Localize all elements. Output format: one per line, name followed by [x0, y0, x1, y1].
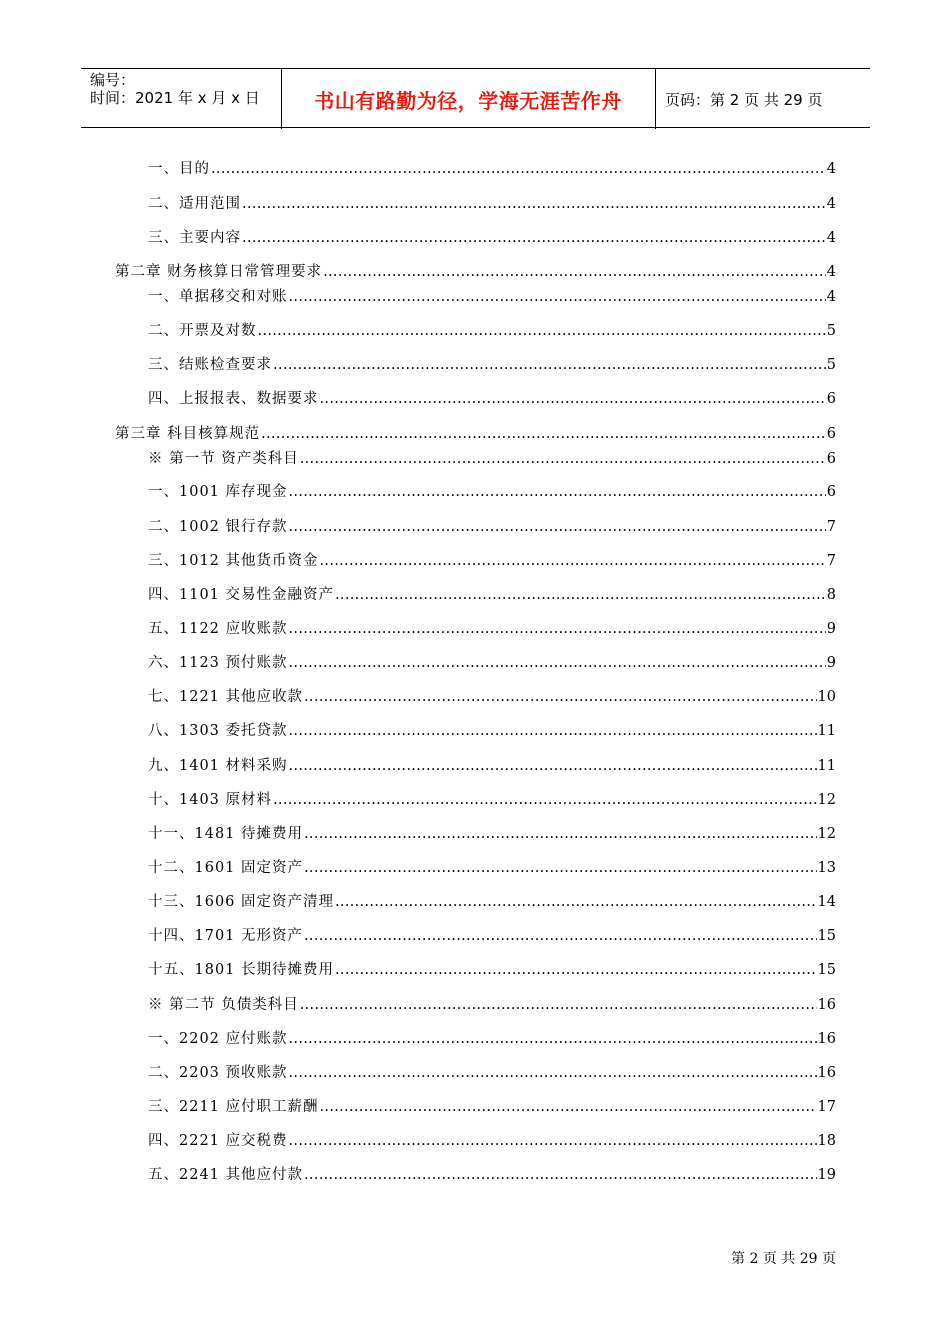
- toc-entry-page: 6: [826, 484, 836, 500]
- toc-entry-label: 四、1101 交易性金融资产: [148, 587, 335, 603]
- toc-dot-leader: [300, 996, 817, 1014]
- toc-dot-leader: [289, 757, 817, 775]
- toc-dot-leader: [320, 1098, 817, 1116]
- toc-entry[interactable]: [148, 927, 836, 945]
- toc-entry-label: 一、单据移交和对账: [148, 289, 288, 305]
- toc-entry-page: 7: [826, 519, 836, 535]
- toc-dot-leader: [289, 1030, 817, 1048]
- toc-entry[interactable]: [148, 552, 836, 570]
- toc-entry-label: 三、2211 应付职工薪酬: [148, 1099, 319, 1115]
- toc-dot-leader: [289, 518, 826, 536]
- toc-dot-leader: [304, 688, 817, 706]
- toc-entry[interactable]: [148, 195, 836, 213]
- toc-dot-leader: [320, 390, 826, 408]
- toc-entry-page: 6: [826, 451, 836, 467]
- toc-entry[interactable]: [148, 1098, 836, 1116]
- toc-dot-leader: [273, 356, 826, 374]
- toc-entry-page: 16: [817, 997, 836, 1013]
- header-motto: 书山有路勤为径，学海无涯苦作舟: [314, 88, 622, 113]
- toc-entry-label: 十一、1481 待摊费用: [148, 826, 304, 842]
- toc-entry-label: 二、开票及对数: [148, 323, 257, 339]
- toc-entry-label: 五、2241 其他应付款: [148, 1167, 304, 1183]
- toc-entry[interactable]: [148, 722, 836, 740]
- toc-entry-page: 11: [817, 758, 836, 774]
- toc-dot-leader: [289, 722, 817, 740]
- toc-entry-page: 13: [817, 860, 836, 876]
- toc-dot-leader: [211, 160, 826, 178]
- toc-entry[interactable]: [148, 229, 836, 247]
- toc-dot-leader: [258, 322, 826, 340]
- toc-entry-label: 十二、1601 固定资产: [148, 860, 304, 876]
- toc-entry-page: 6: [826, 426, 836, 442]
- toc-entry-label: 四、上报报表、数据要求: [148, 391, 319, 407]
- toc-entry[interactable]: [148, 483, 836, 501]
- toc-entry-page: 16: [817, 1031, 836, 1047]
- toc-entry[interactable]: [148, 996, 836, 1014]
- toc-entry-page: 4: [826, 161, 836, 177]
- toc-entry[interactable]: [148, 825, 836, 843]
- toc-entry[interactable]: [148, 160, 836, 178]
- toc-dot-leader: [273, 791, 817, 809]
- toc-entry-label: 二、1002 银行存款: [148, 519, 288, 535]
- toc-dot-leader: [261, 425, 826, 443]
- document-number-label: 编号：: [90, 71, 136, 89]
- toc-entry[interactable]: [148, 288, 836, 306]
- toc-dot-leader: [289, 288, 826, 306]
- toc-entry[interactable]: [148, 586, 836, 604]
- toc-entry[interactable]: [148, 356, 836, 374]
- toc-entry-label: 六、1123 预付账款: [148, 655, 288, 671]
- toc-entry[interactable]: [148, 1132, 836, 1150]
- document-date-label: 时间：2021 年 x 月 x 日: [90, 89, 260, 107]
- toc-entry-label: 三、主要内容: [148, 230, 241, 246]
- toc-entry[interactable]: [148, 961, 836, 979]
- toc-entry-page: 18: [817, 1133, 836, 1149]
- toc-entry-page: 7: [826, 553, 836, 569]
- toc-entry-label: 三、1012 其他货币资金: [148, 553, 319, 569]
- toc-entry[interactable]: [148, 390, 836, 408]
- toc-dot-leader: [304, 927, 817, 945]
- toc-entry[interactable]: [148, 893, 836, 911]
- toc-dot-leader: [304, 1166, 817, 1184]
- toc-entry-label: 第二章 财务核算日常管理要求: [115, 264, 323, 280]
- page-header: [81, 68, 870, 128]
- toc-entry[interactable]: [148, 859, 836, 877]
- toc-entry[interactable]: [148, 620, 836, 638]
- toc-entry-label: 十三、1606 固定资产清理: [148, 894, 335, 910]
- toc-entry-page: 16: [817, 1065, 836, 1081]
- toc-entry-page: 19: [817, 1167, 836, 1183]
- toc-entry-label: 三、结账检查要求: [148, 357, 272, 373]
- toc-entry-page: 11: [817, 723, 836, 739]
- toc-entry[interactable]: [148, 791, 836, 809]
- toc-entry-page: 8: [826, 587, 836, 603]
- header-divider: [655, 69, 656, 129]
- toc-entry-label: 第三章 科目核算规范: [115, 426, 261, 442]
- toc-dot-leader: [289, 654, 826, 672]
- toc-entry-page: 15: [817, 928, 836, 944]
- toc-entry[interactable]: [148, 1064, 836, 1082]
- toc-entry-label: 一、1001 库存现金: [148, 484, 288, 500]
- toc-entry-page: 4: [826, 289, 836, 305]
- header-page-number: 页码：第 2 页 共 29 页: [665, 90, 823, 109]
- toc-entry-label: 八、1303 委托贷款: [148, 723, 288, 739]
- toc-entry-page: 12: [817, 792, 836, 808]
- toc-entry-page: 9: [826, 655, 836, 671]
- toc-dot-leader: [335, 893, 817, 911]
- toc-dot-leader: [304, 825, 817, 843]
- toc-entry-label: 七、1221 其他应收款: [148, 689, 304, 705]
- toc-dot-leader: [335, 961, 817, 979]
- toc-entry[interactable]: [115, 425, 836, 443]
- toc-dot-leader: [304, 859, 817, 877]
- toc-entry-page: 12: [817, 826, 836, 842]
- toc-entry-label: ※ 第二节 负债类科目: [148, 997, 299, 1013]
- toc-entry-page: 4: [826, 264, 836, 280]
- toc-entry[interactable]: [115, 263, 836, 281]
- toc-entry-page: 15: [817, 962, 836, 978]
- toc-entry[interactable]: [148, 654, 836, 672]
- toc-dot-leader: [242, 195, 826, 213]
- toc-entry-label: 五、1122 应收账款: [148, 621, 288, 637]
- toc-dot-leader: [323, 263, 826, 281]
- toc-dot-leader: [289, 1132, 817, 1150]
- toc-entry[interactable]: [148, 450, 836, 468]
- toc-entry[interactable]: [148, 688, 836, 706]
- toc-entry-label: ※ 第一节 资产类科目: [148, 451, 299, 467]
- toc-dot-leader: [289, 620, 826, 638]
- toc-dot-leader: [289, 1064, 817, 1082]
- toc-entry-label: 一、目的: [148, 161, 210, 177]
- toc-entry-page: 10: [817, 689, 836, 705]
- toc-entry[interactable]: [148, 1030, 836, 1048]
- toc-entry-label: 十、1403 原材料: [148, 792, 273, 808]
- toc-entry-label: 二、适用范围: [148, 196, 241, 212]
- toc-entry-label: 十五、1801 长期待摊费用: [148, 962, 335, 978]
- toc-dot-leader: [335, 586, 826, 604]
- toc-entry[interactable]: [148, 1166, 836, 1184]
- toc-entry-page: 5: [826, 357, 836, 373]
- toc-entry[interactable]: [148, 757, 836, 775]
- toc-entry-label: 九、1401 材料采购: [148, 758, 288, 774]
- toc-entry-label: 十四、1701 无形资产: [148, 928, 304, 944]
- toc-entry-page: 14: [817, 894, 836, 910]
- toc-entry-page: 17: [817, 1099, 836, 1115]
- toc-dot-leader: [242, 229, 826, 247]
- toc-dot-leader: [300, 450, 826, 468]
- toc-entry[interactable]: [148, 322, 836, 340]
- toc-entry-label: 四、2221 应交税费: [148, 1133, 288, 1149]
- toc-entry-page: 6: [826, 391, 836, 407]
- page-footer: 第 2 页 共 29 页: [731, 1251, 836, 1267]
- toc-entry-label: 一、2202 应付账款: [148, 1031, 288, 1047]
- toc-entry-page: 4: [826, 230, 836, 246]
- toc-dot-leader: [289, 483, 826, 501]
- toc-entry-label: 二、2203 预收账款: [148, 1065, 288, 1081]
- header-info: [90, 71, 260, 107]
- toc-dot-leader: [320, 552, 826, 570]
- toc-entry-page: 4: [826, 196, 836, 212]
- toc-entry[interactable]: [148, 518, 836, 536]
- toc-entry-page: 9: [826, 621, 836, 637]
- toc-entry-page: 5: [826, 323, 836, 339]
